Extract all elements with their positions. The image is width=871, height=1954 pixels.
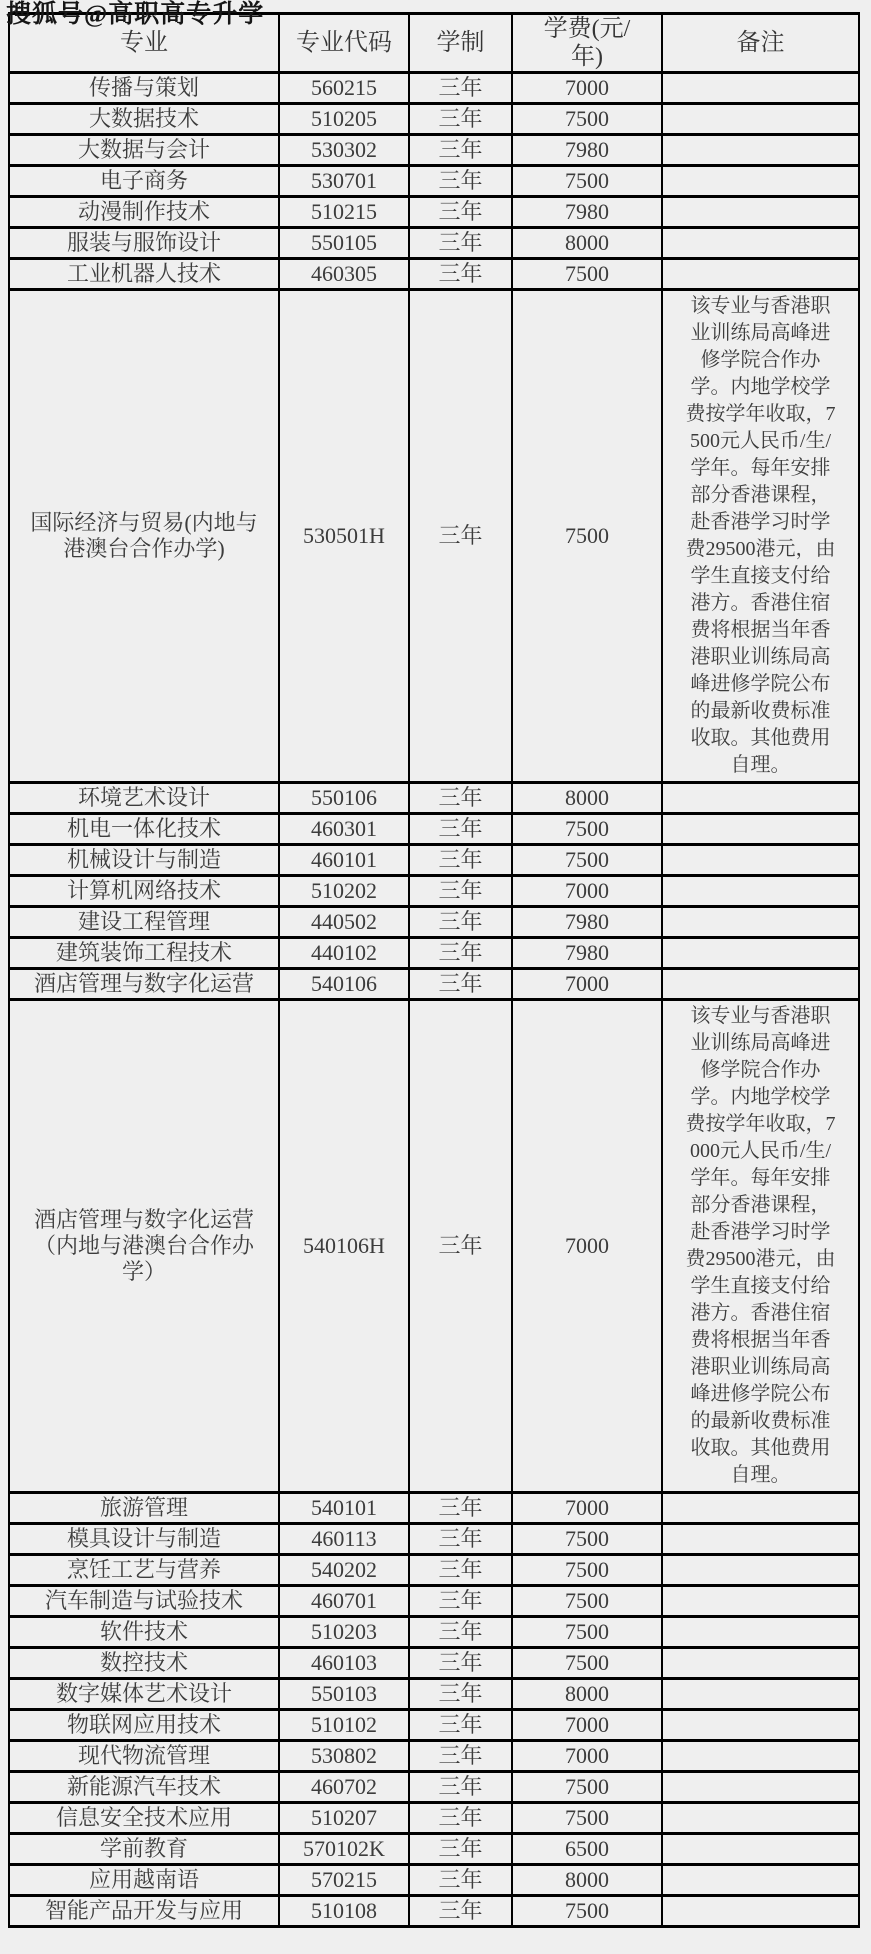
fee-cell: 7500 xyxy=(512,845,662,876)
remark-cell xyxy=(662,166,859,197)
duration-cell: 三年 xyxy=(409,938,512,969)
code-cell: 570102K xyxy=(279,1834,409,1865)
table-body xyxy=(9,73,859,1927)
table-row xyxy=(9,1586,859,1617)
major-cell: 计算机网络技术 xyxy=(9,876,279,907)
major-cell: 传播与策划 xyxy=(9,73,279,104)
major-cell: 学前教育 xyxy=(9,1834,279,1865)
table-row xyxy=(9,197,859,228)
table-row xyxy=(9,73,859,104)
table-row xyxy=(9,1555,859,1586)
remark-cell xyxy=(662,969,859,1000)
remark-cell xyxy=(662,1710,859,1741)
duration-cell: 三年 xyxy=(409,1493,512,1524)
major-cell: 新能源汽车技术 xyxy=(9,1772,279,1803)
duration-cell: 三年 xyxy=(409,845,512,876)
code-cell: 530701 xyxy=(279,166,409,197)
code-cell: 460305 xyxy=(279,259,409,290)
major-cell: 现代物流管理 xyxy=(9,1741,279,1772)
table-row xyxy=(9,1648,859,1679)
fee-cell: 7980 xyxy=(512,197,662,228)
duration-cell: 三年 xyxy=(409,1524,512,1555)
remark-cell xyxy=(662,814,859,845)
duration-cell: 三年 xyxy=(409,1772,512,1803)
remark-cell xyxy=(662,907,859,938)
major-cell: 智能产品开发与应用 xyxy=(9,1896,279,1927)
table-row xyxy=(9,969,859,1000)
remark-cell: 该专业与香港职业训练局高峰进修学院合作办学。内地学校学费按学年收取，7000元人民币/生/学年。每年安排部分香港课程，赴香港学习时学费29500港元，由学生直接支付给港方。香港住宿费将根据当年香港职业训练局高峰进修学院公布的最新收费标准收取。其他费用自理。 xyxy=(662,1000,859,1493)
watermark-text: 搜狐号@高职高专升学 xyxy=(6,1,265,28)
duration-cell: 三年 xyxy=(409,135,512,166)
fee-cell: 7500 xyxy=(512,1896,662,1927)
remark-cell xyxy=(662,73,859,104)
table-row xyxy=(9,1710,859,1741)
duration-cell: 三年 xyxy=(409,1617,512,1648)
remark-cell: 该专业与香港职业训练局高峰进修学院合作办学。内地学校学费按学年收取，7500元人民币/生/学年。每年安排部分香港课程，赴香港学习时学费29500港元，由学生直接支付给港方。香港住宿费将根据当年香港职业训练局高峰进修学院公布的最新收费标准收取。其他费用自理。 xyxy=(662,290,859,783)
code-cell: 510108 xyxy=(279,1896,409,1927)
table-row xyxy=(9,876,859,907)
table-row xyxy=(9,259,859,290)
code-cell: 530302 xyxy=(279,135,409,166)
duration-cell: 三年 xyxy=(409,1803,512,1834)
code-cell: 510102 xyxy=(279,1710,409,1741)
fee-cell: 8000 xyxy=(512,783,662,814)
major-cell: 旅游管理 xyxy=(9,1493,279,1524)
table-row xyxy=(9,290,859,783)
remark-cell xyxy=(662,1679,859,1710)
fee-cell: 7500 xyxy=(512,259,662,290)
code-cell: 560215 xyxy=(279,73,409,104)
col-header-major: 专业 xyxy=(9,14,279,73)
table-row xyxy=(9,1617,859,1648)
fee-cell: 7000 xyxy=(512,876,662,907)
code-cell: 550103 xyxy=(279,1679,409,1710)
fee-cell: 7500 xyxy=(512,1617,662,1648)
major-cell: 信息安全技术应用 xyxy=(9,1803,279,1834)
major-cell: 汽车制造与试验技术 xyxy=(9,1586,279,1617)
major-cell: 软件技术 xyxy=(9,1617,279,1648)
major-cell: 物联网应用技术 xyxy=(9,1710,279,1741)
code-cell: 510203 xyxy=(279,1617,409,1648)
fee-cell: 7000 xyxy=(512,1741,662,1772)
remark-cell xyxy=(662,876,859,907)
table-row xyxy=(9,166,859,197)
table-row xyxy=(9,907,859,938)
code-cell: 510207 xyxy=(279,1803,409,1834)
remark-cell xyxy=(662,1803,859,1834)
table-row xyxy=(9,845,859,876)
col-header-remark: 备注 xyxy=(662,14,859,73)
duration-cell: 三年 xyxy=(409,907,512,938)
fee-cell: 7500 xyxy=(512,1524,662,1555)
major-cell: 烹饪工艺与营养 xyxy=(9,1555,279,1586)
remark-cell xyxy=(662,1586,859,1617)
table-row xyxy=(9,1865,859,1896)
fee-cell: 7000 xyxy=(512,1000,662,1493)
duration-cell: 三年 xyxy=(409,166,512,197)
major-cell: 电子商务 xyxy=(9,166,279,197)
remark-cell xyxy=(662,1555,859,1586)
remark-cell xyxy=(662,845,859,876)
duration-cell: 三年 xyxy=(409,1679,512,1710)
code-cell: 510202 xyxy=(279,876,409,907)
major-cell: 机电一体化技术 xyxy=(9,814,279,845)
remark-cell xyxy=(662,783,859,814)
remark-cell xyxy=(662,1772,859,1803)
table-row xyxy=(9,938,859,969)
code-cell: 460101 xyxy=(279,845,409,876)
remark-cell xyxy=(662,1493,859,1524)
code-cell: 530501H xyxy=(279,290,409,783)
duration-cell: 三年 xyxy=(409,1865,512,1896)
duration-cell: 三年 xyxy=(409,876,512,907)
fee-cell: 7500 xyxy=(512,1555,662,1586)
code-cell: 540106H xyxy=(279,1000,409,1493)
remark-cell xyxy=(662,104,859,135)
fee-cell: 7500 xyxy=(512,814,662,845)
duration-cell: 三年 xyxy=(409,969,512,1000)
remark-cell xyxy=(662,259,859,290)
fee-cell: 6500 xyxy=(512,1834,662,1865)
duration-cell: 三年 xyxy=(409,814,512,845)
duration-cell: 三年 xyxy=(409,783,512,814)
code-cell: 460103 xyxy=(279,1648,409,1679)
remark-cell xyxy=(662,1648,859,1679)
duration-cell: 三年 xyxy=(409,259,512,290)
duration-cell: 三年 xyxy=(409,1555,512,1586)
table-row xyxy=(9,1000,859,1493)
major-cell: 工业机器人技术 xyxy=(9,259,279,290)
code-cell: 530802 xyxy=(279,1741,409,1772)
table-row xyxy=(9,228,859,259)
remark-cell xyxy=(662,1617,859,1648)
table-row xyxy=(9,814,859,845)
duration-cell: 三年 xyxy=(409,1586,512,1617)
fee-cell: 7000 xyxy=(512,1710,662,1741)
table-row xyxy=(9,1741,859,1772)
fee-cell: 7000 xyxy=(512,969,662,1000)
fee-cell: 7500 xyxy=(512,290,662,783)
major-cell: 服装与服饰设计 xyxy=(9,228,279,259)
major-cell: 数控技术 xyxy=(9,1648,279,1679)
fee-cell: 7500 xyxy=(512,104,662,135)
duration-cell: 三年 xyxy=(409,290,512,783)
duration-cell: 三年 xyxy=(409,228,512,259)
code-cell: 540101 xyxy=(279,1493,409,1524)
major-cell: 酒店管理与数字化运营 xyxy=(9,969,279,1000)
table-row xyxy=(9,135,859,166)
fee-cell: 7500 xyxy=(512,166,662,197)
duration-cell: 三年 xyxy=(409,1648,512,1679)
remark-cell xyxy=(662,1834,859,1865)
duration-cell: 三年 xyxy=(409,1834,512,1865)
table-row xyxy=(9,783,859,814)
col-header-fee: 学费(元/年) xyxy=(512,14,662,73)
code-cell: 460701 xyxy=(279,1586,409,1617)
code-cell: 440102 xyxy=(279,938,409,969)
major-cell: 环境艺术设计 xyxy=(9,783,279,814)
major-cell: 模具设计与制造 xyxy=(9,1524,279,1555)
fee-cell: 7000 xyxy=(512,1493,662,1524)
code-cell: 540106 xyxy=(279,969,409,1000)
fee-cell: 7500 xyxy=(512,1803,662,1834)
duration-cell: 三年 xyxy=(409,1741,512,1772)
major-cell: 数字媒体艺术设计 xyxy=(9,1679,279,1710)
fee-cell: 7500 xyxy=(512,1648,662,1679)
duration-cell: 三年 xyxy=(409,73,512,104)
code-cell: 510215 xyxy=(279,197,409,228)
fee-cell: 7980 xyxy=(512,938,662,969)
duration-cell: 三年 xyxy=(409,1710,512,1741)
table-row xyxy=(9,1834,859,1865)
remark-cell xyxy=(662,228,859,259)
code-cell: 550105 xyxy=(279,228,409,259)
fee-cell: 7500 xyxy=(512,1586,662,1617)
remark-cell xyxy=(662,1865,859,1896)
tuition-table xyxy=(8,12,860,1928)
table-row xyxy=(9,1896,859,1927)
table-row xyxy=(9,104,859,135)
table-row xyxy=(9,1803,859,1834)
major-cell: 建筑装饰工程技术 xyxy=(9,938,279,969)
fee-cell: 7980 xyxy=(512,907,662,938)
code-cell: 570215 xyxy=(279,1865,409,1896)
code-cell: 510205 xyxy=(279,104,409,135)
fee-cell: 7500 xyxy=(512,1772,662,1803)
fee-cell: 8000 xyxy=(512,1865,662,1896)
code-cell: 460301 xyxy=(279,814,409,845)
major-cell: 大数据与会计 xyxy=(9,135,279,166)
code-cell: 460113 xyxy=(279,1524,409,1555)
table-row xyxy=(9,1493,859,1524)
table-row xyxy=(9,1524,859,1555)
fee-cell: 8000 xyxy=(512,1679,662,1710)
table-row xyxy=(9,1679,859,1710)
code-cell: 550106 xyxy=(279,783,409,814)
remark-cell xyxy=(662,1896,859,1927)
major-cell: 建设工程管理 xyxy=(9,907,279,938)
table-row xyxy=(9,1772,859,1803)
duration-cell: 三年 xyxy=(409,1000,512,1493)
major-cell: 动漫制作技术 xyxy=(9,197,279,228)
remark-cell xyxy=(662,135,859,166)
col-header-duration: 学制 xyxy=(409,14,512,73)
duration-cell: 三年 xyxy=(409,1896,512,1927)
remark-cell xyxy=(662,938,859,969)
code-cell: 440502 xyxy=(279,907,409,938)
duration-cell: 三年 xyxy=(409,104,512,135)
remark-cell xyxy=(662,197,859,228)
duration-cell: 三年 xyxy=(409,197,512,228)
major-cell: 机械设计与制造 xyxy=(9,845,279,876)
major-cell: 国际经济与贸易(内地与港澳台合作办学) xyxy=(9,290,279,783)
major-cell: 大数据技术 xyxy=(9,104,279,135)
fee-cell: 8000 xyxy=(512,228,662,259)
fee-cell: 7000 xyxy=(512,73,662,104)
fee-cell: 7980 xyxy=(512,135,662,166)
code-cell: 460702 xyxy=(279,1772,409,1803)
col-header-code: 专业代码 xyxy=(279,14,409,73)
remark-cell xyxy=(662,1524,859,1555)
code-cell: 540202 xyxy=(279,1555,409,1586)
remark-cell xyxy=(662,1741,859,1772)
major-cell: 应用越南语 xyxy=(9,1865,279,1896)
major-cell: 酒店管理与数字化运营（内地与港澳台合作办学） xyxy=(9,1000,279,1493)
